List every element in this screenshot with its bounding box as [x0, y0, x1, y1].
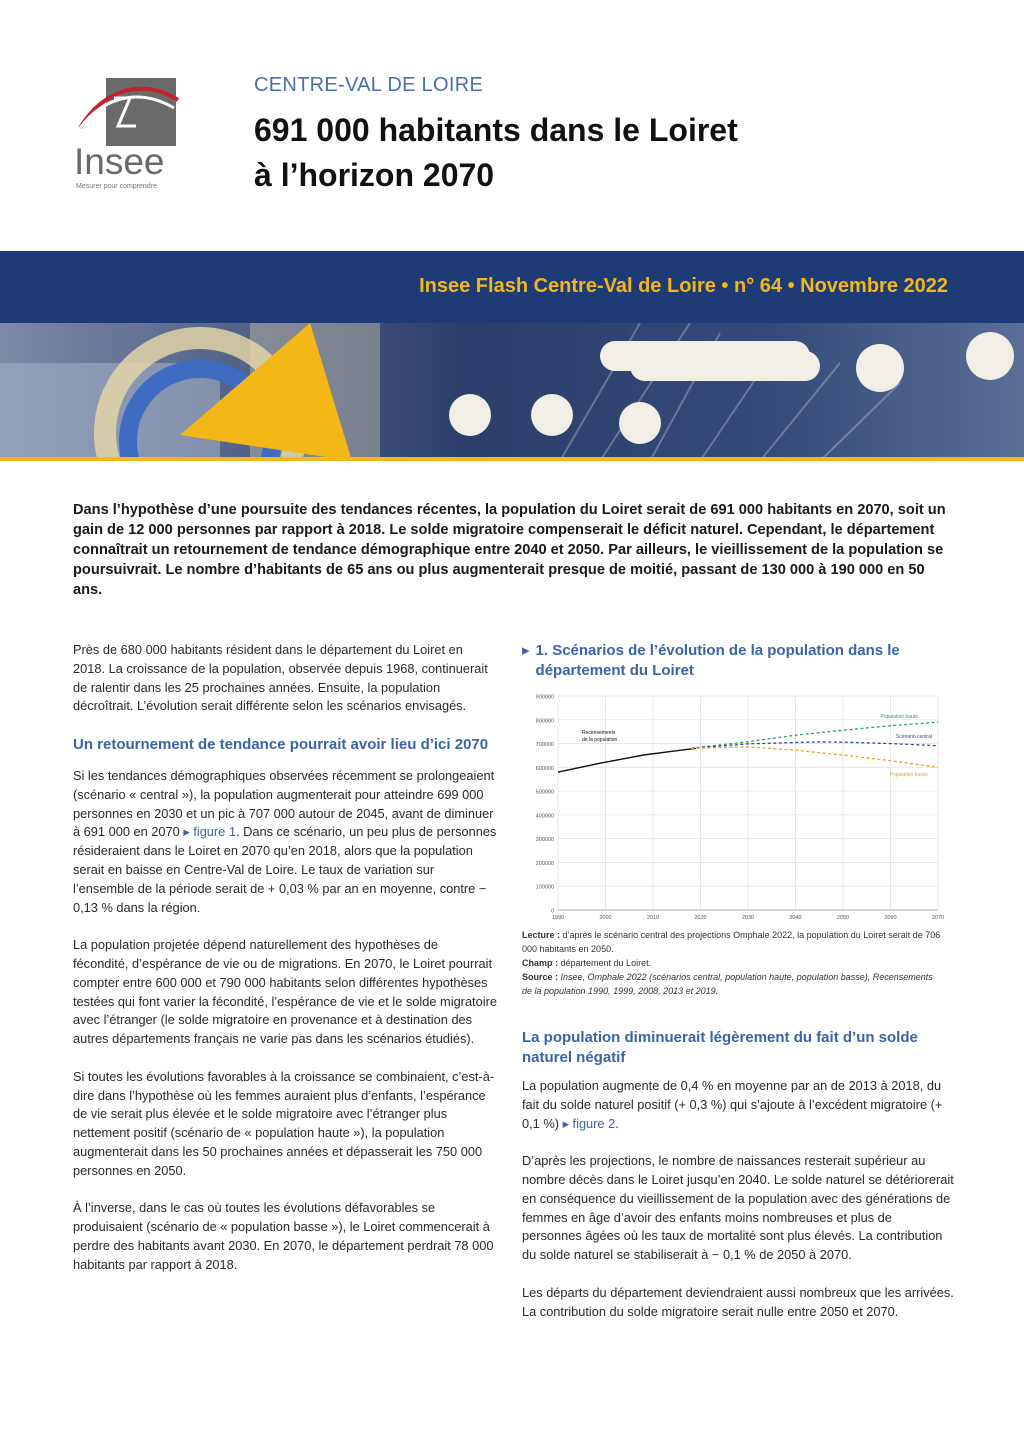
series-label-2: Scénario central	[895, 734, 932, 740]
x-tick-label: 2010	[646, 915, 660, 921]
champ-note	[522, 956, 942, 970]
banner-illustration	[0, 323, 1024, 461]
figure-marker: ▸	[522, 642, 530, 659]
paragraph-projections: D’après les projections, le nombre de naissances resterait supérieur au nombre décès dans le Loiret jusqu’en 2040. Le solde naturel se détériorerait en conséquence du vieillissement de la population avec des générations de femmes en âge d’avoir des enfants moins nombreuses et plus de personnes âgées où les taux de mortalité sont plus élevés. La contribution du solde naturel se stabiliserait à − 0,1 % de 2050 à 2070.	[522, 1153, 954, 1263]
title-line-1: 691 000 habitants dans le Loiret	[254, 112, 738, 148]
lecture-note	[522, 928, 942, 956]
paragraph-end: .	[615, 1115, 619, 1131]
figure-1-link[interactable]: ▸ figure 1	[183, 824, 236, 840]
paragraph-central-scenario	[73, 767, 497, 917]
series-line-0	[558, 748, 696, 772]
source-label: Source :	[522, 972, 559, 982]
paragraph-text: Si les tendances démographiques observées récemment se prolongeaient (scénario « central »), la population augmenterait pour atteindre 699 000 personnes en 2030 et un pic à 707 000 autour de 2045, avant de diminuer à 691 000 en 2070	[73, 767, 495, 840]
y-tick-label: 200000	[535, 860, 554, 867]
y-tick-label: 0	[550, 908, 554, 915]
source-text: Insee, Omphale 2022 (scénarios central, population haute, population basse), Recensements de la population 1990, 1999, 2008, 2013 et 2019.	[522, 972, 933, 996]
paragraph-high-scenario: Si toutes les évolutions favorables à la croissance se combinaient, c’est-à-dire dans l’hypothèse où les femmes auraient plus d’enfants, l’espérance de vie serait plus élevée et le solde migratoire avec l’étranger plus nettement positif (scénario de « population haute »), la population augmenterait dans les 50 prochaines années et dépasserait les 750 000 personnes en 2050.	[73, 1068, 495, 1178]
figure-notes	[522, 928, 942, 998]
source-note	[522, 970, 942, 998]
insee-logo	[74, 78, 184, 193]
section-heading-trend: Un retournement de tendance pourrait avoir lieu d’ici 2070	[73, 735, 489, 753]
left-column	[73, 641, 497, 1293]
lecture-text: d’après le scénario central des projections Omphale 2022, la population du Loiret serait de 706 000 habitants en 2050.	[522, 930, 941, 954]
y-tick-label: 400000	[535, 813, 554, 820]
champ-text: département du Loiret.	[560, 958, 652, 968]
logo-wordmark: Insee	[74, 141, 165, 182]
figure-title	[522, 641, 942, 681]
x-tick-label: 2070	[931, 915, 945, 921]
y-tick-label: 500000	[535, 789, 554, 796]
x-tick-label: 1990	[551, 915, 565, 921]
title-line-2: à l’horizon 2070	[254, 157, 495, 193]
y-tick-label: 700000	[535, 742, 554, 749]
series-label-line: de la population	[582, 737, 618, 743]
section-heading-natural-balance: La population diminuerait légèrement du fait d’un solde naturel négatif	[522, 1029, 918, 1066]
y-tick-label: 100000	[535, 884, 554, 891]
paragraph-growth	[522, 1077, 954, 1133]
population-chart	[522, 688, 952, 926]
series-line-2	[691, 742, 938, 748]
y-tick-label: 800000	[535, 718, 554, 725]
logo-tagline: Mesurer pour comprendre	[76, 183, 157, 190]
lead-paragraph: Dans l’hypothèse d’une poursuite des tendances récentes, la population du Loiret serait de 691 000 habitants en 2070, soit un gain de 12 000 personnes par rapport à 2018. Le solde migratoire compenserait le déficit naturel. Cependant, le département connaîtrait un retournement de tendance démographique entre 2040 et 2050. Par ailleurs, le vieillissement de la population se poursuivrait. Le nombre d’habitants de 65 ans ou plus augmenterait presque de moitié, passant de 130 000 à 190 000 en 50 ans.	[73, 502, 946, 598]
champ-label: Champ :	[522, 958, 558, 968]
x-tick-label: 2040	[789, 915, 802, 921]
paragraph-low-scenario: À l’inverse, dans le cas où toutes les évolutions défavorables se produisaient (scénario de « population basse »), le Loiret commencerait à perdre des habitants avant 2030. En 2070, le département perdrait 78 000 habitants par rapport à 2018.	[73, 1200, 494, 1272]
right-column	[522, 1077, 954, 1340]
page-title	[254, 108, 934, 198]
intro-paragraph: Près de 680 000 habitants résident dans le département du Loiret en 2018. La croissance de la population, observée depuis 1968, continuerait de ralentir dans les 25 prochaines années. Ensuite, la population décroîtrait. L’évolution serait différente selon les scénarios envisagés.	[73, 642, 488, 714]
paragraph-text: La population augmente de 0,4 % en moyenne par an de 2013 à 2018, du fait du solde naturel positif (+ 0,3 %) qui s’ajoute à l’excédent migratoire (+ 0,1 %)	[522, 1078, 943, 1131]
x-tick-label: 2000	[599, 915, 612, 921]
paragraph-migration: Les départs du département deviendraient aussi nombreux que les arrivées. La contribution du solde migratoire serait nulle entre 2050 et 2070.	[522, 1284, 954, 1319]
region-label: CENTRE-VAL DE LOIRE	[254, 74, 484, 96]
lecture-label: Lecture :	[522, 930, 561, 940]
y-tick-label: 600000	[535, 765, 554, 772]
figure-2-link[interactable]: ▸ figure 2	[562, 1115, 616, 1131]
y-tick-label: 900000	[535, 694, 554, 701]
series-label-1: Population haute	[880, 714, 918, 720]
x-tick-label: 2020	[694, 915, 707, 921]
x-tick-label: 2050	[836, 915, 850, 921]
figure-title-text: 1. Scénarios de l’évolution de la population dans le département du Loiret	[535, 642, 900, 679]
y-tick-label: 300000	[535, 837, 554, 844]
issue-label: Insee Flash Centre-Val de Loire • n° 64 • Novembre 2022	[419, 275, 948, 297]
x-tick-label: 2030	[741, 915, 755, 921]
series-label-3: Population basse	[889, 772, 928, 778]
series-label-0	[582, 730, 618, 743]
series-label-line: Recensements	[582, 730, 616, 736]
series-line-3	[691, 747, 938, 767]
paragraph-text-cont: . Dans ce scénario, un peu plus de personnes résideraient dans le Loiret en 2070 qu’en 2018, alors que la population serait en baisse en Centre-Val de Loire. Le taux de variation sur l’ensemble de la période serait de + 0,03 % par an en moyenne, contre − 0,13 % dans la région.	[73, 824, 497, 915]
x-tick-label: 2060	[884, 915, 897, 921]
paragraph-hypotheses: La population projetée dépend naturellement des hypothèses de fécondité, d’espérance de vie ou de migrations. En 2070, le Loiret pourrait compter entre 600 000 et 790 000 habitants selon différentes hypothèses testées qui font varier la fécondité, l’espérance de vie et le solde migratoire avec l’étranger (le solde migratoire en provenance et à destination des autres départements français ne varie pas dans les scénarios étudiés).	[73, 937, 497, 1047]
